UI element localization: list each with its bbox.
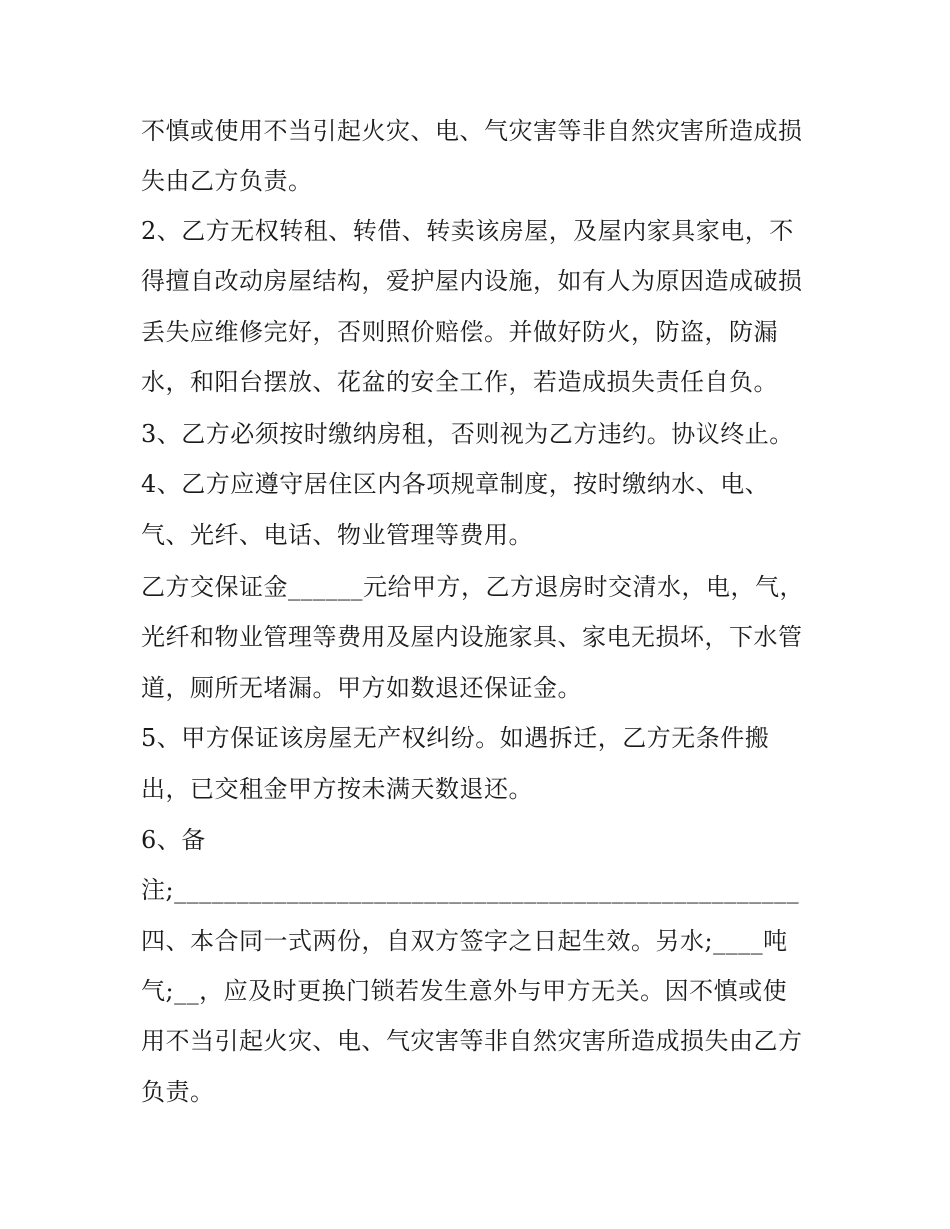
text-line-6: 水，和阳台摆放、花盆的安全工作，若造成损失责任自负。 <box>141 368 778 396</box>
text-line-18: 气;__，应及时更换门锁若发生意外与甲方无关。因不慎或使 <box>141 977 788 1005</box>
text-line-11: 光纤和物业管理等费用及屋内设施家具、家电无损坏，下水管 <box>141 623 803 651</box>
text-line-9: 气、光纤、电话、物业管理等费用。 <box>141 521 533 549</box>
text-line-14: 出，已交租金甲方按未满天数退还。 <box>141 775 533 803</box>
text-line-12: 道，厕所无堵漏。甲方如数退还保证金。 <box>141 674 582 702</box>
text-line-16: 注;__________________________________________________ <box>141 876 800 904</box>
text-line-19: 用不当引起火灾、电、气灾害等非自然灾害所造成损失由乙方 <box>141 1027 803 1055</box>
text-line-5: 丢失应维修完好，否则照价赔偿。并做好防火，防盗，防漏 <box>141 318 778 346</box>
text-line-10: 乙方交保证金______元给甲方，乙方退房时交清水，电，气， <box>141 573 804 601</box>
text-line-13: 5、甲方保证该房屋无产权纠纷。如遇拆迁，乙方无条件搬 <box>141 724 770 752</box>
text-line-4: 得擅自改动房屋结构，爱护屋内设施，如有人为原因造成破损 <box>141 267 803 295</box>
text-line-1: 不慎或使用不当引起火灾、电、气灾害等非自然灾害所造成损 <box>141 117 803 145</box>
text-line-2: 失由乙方负责。 <box>141 167 313 195</box>
text-line-20: 负责。 <box>141 1078 215 1106</box>
text-line-15: 6、备 <box>141 826 206 854</box>
text-line-7: 3、乙方必须按时缴纳房租，否则视为乙方违约。协议终止。 <box>141 420 794 448</box>
text-line-17: 四、本合同一式两份，自双方签字之日起生效。另水;____吨 <box>141 927 788 955</box>
text-line-3: 2、乙方无权转租、转借、转卖该房屋，及屋内家具家电，不 <box>141 217 794 245</box>
text-line-8: 4、乙方应遵守居住区内各项规章制度，按时缴纳水、电、 <box>141 470 770 498</box>
